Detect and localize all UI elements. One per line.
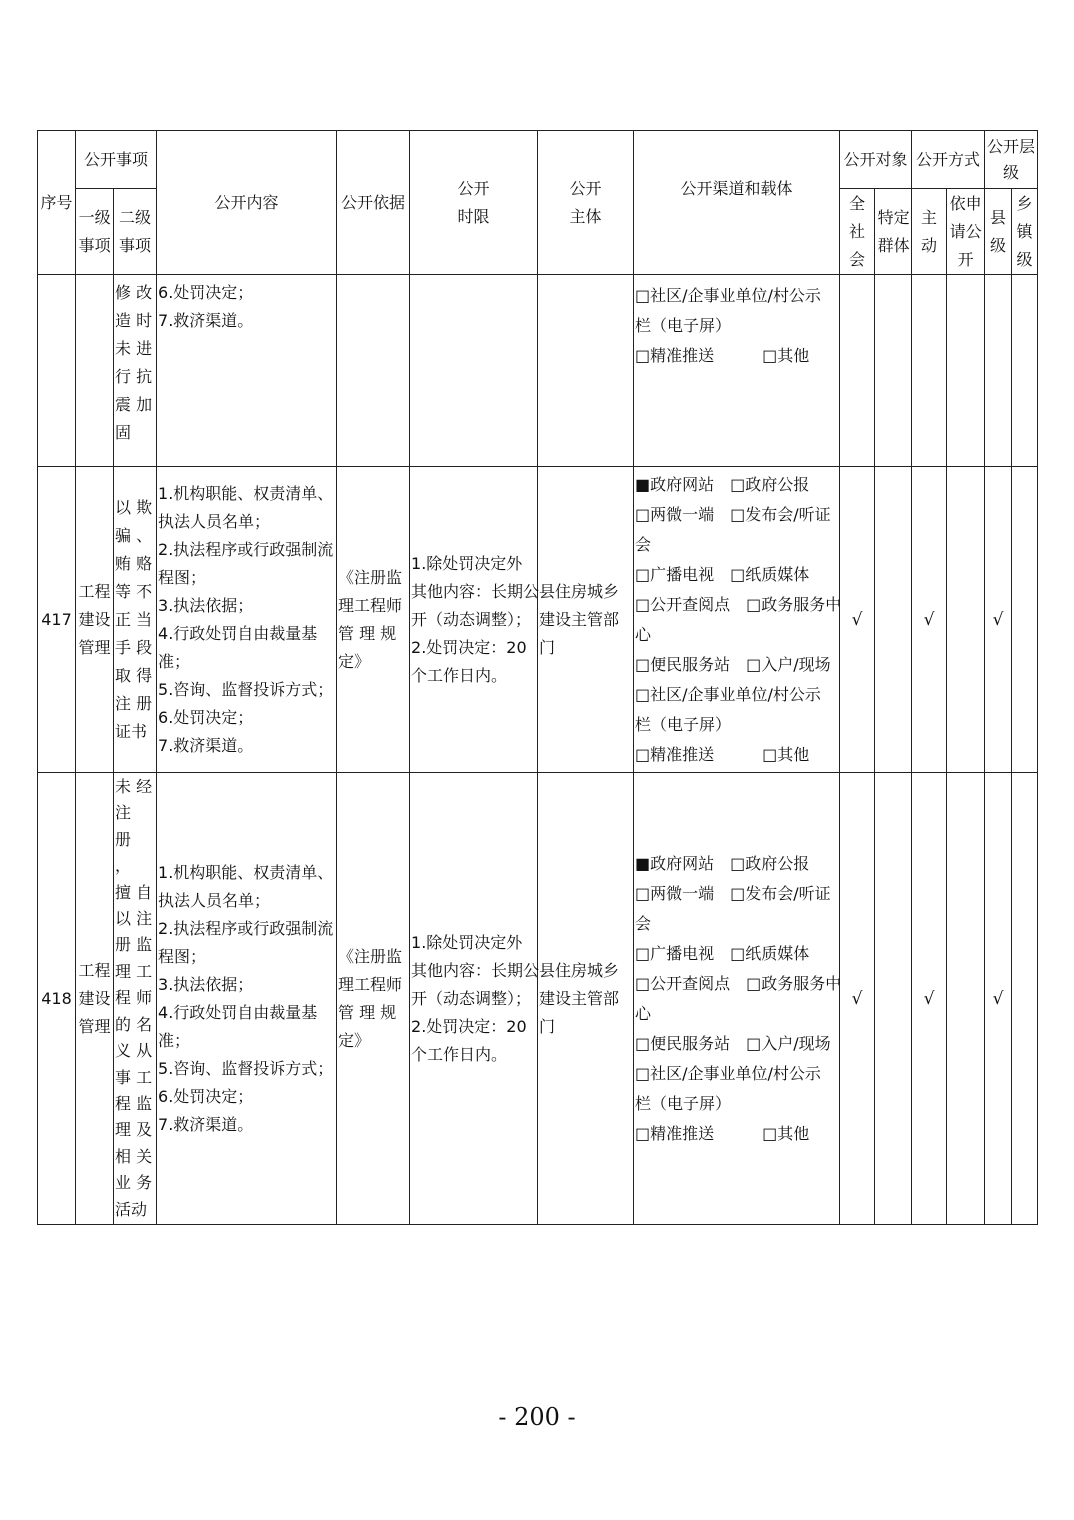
cell-line: 2.执法程序或行政强制流 <box>158 539 334 559</box>
header-level-county <box>985 189 1012 275</box>
cell-line: □精准推送 □其他 <box>635 346 810 365</box>
cell-line: 事 工 <box>115 1067 153 1087</box>
cell-line: 1.除处罚决定外 <box>411 932 523 952</box>
cell-line: 个工作日内。 <box>411 665 508 685</box>
cell-line: 管 理 规 <box>338 1002 397 1022</box>
cell-line: □社区/企事业单位/村公示 <box>635 1063 821 1083</box>
cell-line: 程图； <box>158 567 207 587</box>
cell-line: 7.救济渠道。 <box>158 311 254 330</box>
cell-line: 活动 <box>115 1199 148 1219</box>
cell-line: 5.咨询、监督投诉方式； <box>158 679 334 699</box>
cell-line: 门 <box>539 637 556 657</box>
cell-line: 开（动态调整）； <box>411 988 532 1008</box>
row-method-request <box>947 275 985 467</box>
row-content <box>157 467 337 773</box>
cell-line: 程图； <box>158 946 207 966</box>
cell-line: 4.行政处罚自由裁量基 <box>158 1002 318 1022</box>
row-audience-all <box>840 275 875 467</box>
row-time-limit <box>410 773 538 1225</box>
cell-line: 行 抗 <box>115 367 153 386</box>
cell-line: 册 监 <box>115 935 153 955</box>
cell-line: 管理 <box>78 1016 111 1036</box>
cell-line: □广播电视 □纸质媒体 <box>635 943 810 963</box>
cell-line: 心 <box>635 624 652 644</box>
cell-line: 注 册 <box>115 693 153 713</box>
row-subject <box>538 773 634 1225</box>
row-basis <box>337 773 410 1225</box>
disclosure-table <box>37 130 1038 1225</box>
cell-line: 7.救济渠道。 <box>158 735 254 755</box>
cell-line: 理工程师 <box>338 595 403 615</box>
cell-line: 心 <box>635 1003 652 1023</box>
cell-line: 1.机构职能、权责清单、 <box>158 483 334 503</box>
cell-line: 6.处罚决定； <box>158 1086 254 1106</box>
cell-line: 修 改 <box>115 283 153 302</box>
header-method-active-text: 主动 <box>921 207 938 255</box>
row-subject <box>538 275 634 467</box>
cell-line: 其他内容：长期公 <box>411 960 540 980</box>
cell-line: 县住房城乡 <box>539 960 620 980</box>
header-method-request <box>947 189 985 275</box>
row-time-limit <box>410 467 538 773</box>
row-channels <box>634 773 840 1225</box>
cell-line: 震 加 <box>115 395 153 414</box>
cell-line: 相 关 <box>115 1146 153 1166</box>
cell-line: 固 <box>115 423 132 442</box>
cell-line: 6.处罚决定； <box>158 283 254 302</box>
cell-line: 执法人员名单； <box>158 890 271 910</box>
cell-line: 证书 <box>115 721 148 741</box>
cell-line: 5.咨询、监督投诉方式； <box>158 1058 334 1078</box>
cell-line: 建设主管部 <box>539 988 620 1008</box>
header-audience: 公开对象 <box>840 131 912 189</box>
cell-line: 1.机构职能、权责清单、 <box>158 862 334 882</box>
row-content <box>157 773 337 1225</box>
row-audience-specific <box>875 467 912 773</box>
row-time-limit <box>410 275 538 467</box>
cell-line: ■政府网站 □政府公报 <box>635 474 810 494</box>
cell-line: 2.处罚决定：20 <box>411 637 527 657</box>
cell-line: 的 名 <box>115 1014 153 1034</box>
header-level2 <box>114 189 157 275</box>
header-audience-all-text: 全社会 <box>849 193 866 269</box>
row-method-active: √ <box>912 773 947 1225</box>
cell-line: 擅 自 <box>115 882 153 902</box>
cell-line: □精准推送 □其他 <box>635 744 810 764</box>
row-method-active <box>912 275 947 467</box>
cell-line: 县住房城乡 <box>539 581 620 601</box>
cell-line: 注 <box>115 803 132 823</box>
header-subject-text: 公开主体 <box>569 178 602 226</box>
cell-line: ■政府网站 □政府公报 <box>635 853 810 873</box>
header-level-text: 公开层级 <box>987 136 1036 182</box>
cell-line: 造 时 <box>115 311 153 330</box>
row-channels <box>634 467 840 773</box>
cell-line: 未 进 <box>115 339 153 358</box>
cell-line: □公开查阅点 □政务服务中 <box>635 594 842 614</box>
row-seq: 418 <box>38 773 76 1225</box>
cell-line: 程 监 <box>115 1093 153 1113</box>
row-seq: 417 <box>38 467 76 773</box>
cell-line: 栏（电子屏） <box>635 1093 732 1113</box>
cell-line: 3.执法依据； <box>158 974 254 994</box>
cell-line: 会 <box>635 534 652 554</box>
cell-line: 栏（电子屏） <box>635 316 732 335</box>
header-channels: 公开渠道和载体 <box>634 131 840 275</box>
row-method-request <box>947 773 985 1225</box>
header-time-limit <box>410 131 538 275</box>
cell-line: 理 及 <box>115 1120 153 1140</box>
cell-line: 以 注 <box>115 909 153 929</box>
header-method-request-text: 依申请公开 <box>949 193 982 269</box>
row-audience-all: √ <box>840 467 875 773</box>
cell-line: 2.执法程序或行政强制流 <box>158 918 334 938</box>
cell-line: 1.除处罚决定外 <box>411 553 523 573</box>
cell-line: □社区/企事业单位/村公示 <box>635 684 821 704</box>
cell-line: 程 师 <box>115 988 153 1008</box>
table-row <box>38 773 1038 1225</box>
row-audience-specific <box>875 275 912 467</box>
cell-line: □社区/企事业单位/村公示 <box>635 286 821 305</box>
row-audience-specific <box>875 773 912 1225</box>
row-method-request <box>947 467 985 773</box>
header-level <box>985 131 1038 189</box>
cell-line: 6.处罚决定； <box>158 707 254 727</box>
row-subject <box>538 467 634 773</box>
header-row-1 <box>38 131 1038 189</box>
header-method: 公开方式 <box>912 131 985 189</box>
cell-line: 3.执法依据； <box>158 595 254 615</box>
cell-line: 以 欺 <box>115 497 153 517</box>
row-content <box>157 275 337 467</box>
cell-line: ， <box>115 856 132 876</box>
cell-line: □精准推送 □其他 <box>635 1123 810 1143</box>
cell-line: 义 从 <box>115 1041 153 1061</box>
cell-line: 门 <box>539 1016 556 1036</box>
row-level-town <box>1012 773 1038 1225</box>
cell-line: 骗 、 <box>115 525 153 545</box>
header-seq: 序号 <box>38 131 76 275</box>
cell-line: 取 得 <box>115 665 153 685</box>
row-level2 <box>114 773 157 1225</box>
row-level2 <box>114 275 157 467</box>
row-level-town <box>1012 275 1038 467</box>
cell-line: 贿 赂 <box>115 553 153 573</box>
cell-line: 业 务 <box>115 1173 153 1193</box>
cell-line: 工程 <box>78 960 111 980</box>
header-method-active <box>912 189 947 275</box>
row-method-active: √ <box>912 467 947 773</box>
cell-line: 准； <box>158 1030 191 1050</box>
cell-line: 建设 <box>78 988 111 1008</box>
header-content: 公开内容 <box>157 131 337 275</box>
header-audience-specific-text: 特定群体 <box>877 207 910 255</box>
header-level2-text: 二级事项 <box>118 207 151 255</box>
cell-line: 《注册监 <box>338 567 403 587</box>
cell-line: □便民服务站 □入户/现场 <box>635 1033 831 1053</box>
cell-line: □两微一端 □发布会/听证 <box>635 883 831 903</box>
cell-line: 理 工 <box>115 961 153 981</box>
table-row <box>38 467 1038 773</box>
row-level-county <box>985 275 1012 467</box>
header-time-limit-text: 公开时限 <box>457 178 490 226</box>
header-item: 公开事项 <box>76 131 157 189</box>
cell-line: 等 不 <box>115 581 153 601</box>
cell-line: □两微一端 □发布会/听证 <box>635 504 831 524</box>
cell-line: □便民服务站 □入户/现场 <box>635 654 831 674</box>
row-level1 <box>76 467 114 773</box>
cell-line: 开（动态调整）； <box>411 609 532 629</box>
header-audience-specific <box>875 189 912 275</box>
row-level-county: √ <box>985 773 1012 1225</box>
header-level-county-text: 县级 <box>990 207 1007 255</box>
cell-line: 4.行政处罚自由裁量基 <box>158 623 318 643</box>
cell-line: 7.救济渠道。 <box>158 1114 254 1134</box>
cell-line: 册 <box>115 829 132 849</box>
row-channels <box>634 275 840 467</box>
header-level1-text: 一级事项 <box>78 207 111 255</box>
cell-line: 未 经 <box>115 777 153 797</box>
page-number: - 200 - <box>498 1403 576 1431</box>
header-basis: 公开依据 <box>337 131 410 275</box>
header-level-town <box>1012 189 1038 275</box>
cell-line: 定》 <box>338 1030 371 1050</box>
cell-line: 定》 <box>338 651 371 671</box>
cell-line: 执法人员名单； <box>158 511 271 531</box>
header-level-town-text: 乡镇级 <box>1016 193 1033 269</box>
row-audience-all: √ <box>840 773 875 1225</box>
row-basis <box>337 275 410 467</box>
header-subject <box>538 131 634 275</box>
cell-line: 其他内容：长期公 <box>411 581 540 601</box>
cell-line: 《注册监 <box>338 946 403 966</box>
cell-line: 2.处罚决定：20 <box>411 1016 527 1036</box>
cell-line: 手 段 <box>115 637 153 657</box>
cell-line: 理工程师 <box>338 974 403 994</box>
header-audience-all <box>840 189 875 275</box>
cell-line: □广播电视 □纸质媒体 <box>635 564 810 584</box>
row-level1 <box>76 275 114 467</box>
cell-line: 管理 <box>78 637 111 657</box>
table-row <box>38 275 1038 467</box>
cell-line: 会 <box>635 913 652 933</box>
row-level-town <box>1012 467 1038 773</box>
row-seq <box>38 275 76 467</box>
cell-line: □公开查阅点 □政务服务中 <box>635 973 842 993</box>
row-level2 <box>114 467 157 773</box>
cell-line: 管 理 规 <box>338 623 397 643</box>
cell-line: 工程 <box>78 581 111 601</box>
cell-line: 建设 <box>78 609 111 629</box>
cell-line: 个工作日内。 <box>411 1044 508 1064</box>
cell-line: 建设主管部 <box>539 609 620 629</box>
cell-line: 栏（电子屏） <box>635 714 732 734</box>
cell-line: 准； <box>158 651 191 671</box>
row-basis <box>337 467 410 773</box>
cell-line: 正 当 <box>115 609 153 629</box>
row-level1 <box>76 773 114 1225</box>
row-level-county: √ <box>985 467 1012 773</box>
header-level1 <box>76 189 114 275</box>
